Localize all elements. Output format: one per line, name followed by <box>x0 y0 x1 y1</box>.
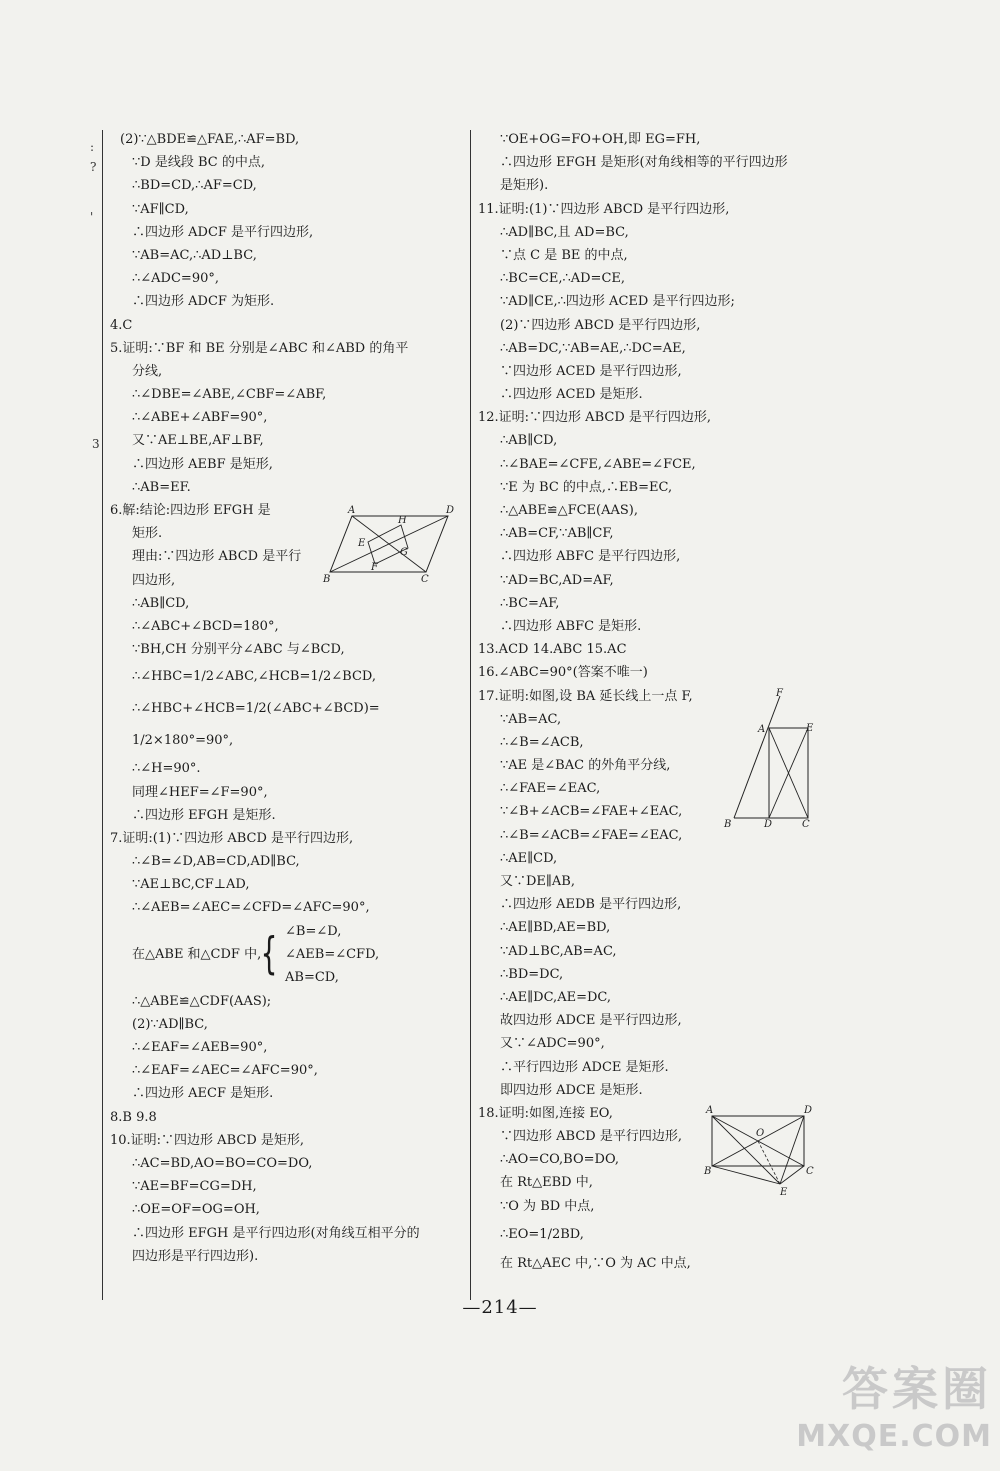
answer-line: 8.B 9.8 <box>110 1109 157 1125</box>
answer-line: 16.∠ABC=90°(答案不唯一) <box>478 665 648 681</box>
answer-line: ∴∠BAE=∠CFE,∠ABE=∠FCE, <box>500 456 696 472</box>
answer-line: 13.ACD 14.ABC 15.AC <box>478 642 627 658</box>
answer-line: ∴AO=CO,BO=DO, <box>500 1152 619 1168</box>
answer-line: 分线, <box>132 363 163 379</box>
diagram-label: A <box>758 724 766 735</box>
diagram-label: C <box>802 819 810 830</box>
diagram-label: C <box>806 1166 814 1177</box>
diagram-label: E <box>806 723 814 734</box>
answer-line: 是矩形). <box>500 178 549 194</box>
answer-line: 18.证明:如图,连接 EO, <box>478 1105 613 1121</box>
answer-line: 同理∠HEF=∠F=90°, <box>132 784 268 800</box>
answer-line: 即四边形 ADCE 是矩形. <box>500 1082 643 1098</box>
margin-mark: 3 <box>92 437 100 451</box>
answer-line: ∵AF∥CD, <box>132 201 189 217</box>
answer-line: ∴△ABE≌△FCE(AAS), <box>500 503 639 518</box>
answer-line: ∴∠EAF=∠AEB=90°, <box>132 1040 268 1055</box>
answer-line: 在 Rt△EBD 中, <box>500 1175 593 1191</box>
answer-line: ∵O 为 BD 中点, <box>500 1198 595 1214</box>
answer-line: ∴BD=CD,∴AF=CD, <box>132 178 257 194</box>
answer-line: ∵OE+OG=FO+OH,即 EG=FH, <box>500 132 701 147</box>
answer-line: ∴OE=OF=OG=OH, <box>132 1202 260 1218</box>
answer-line: ∴四边形 ABFC 是平行四边形, <box>500 549 681 565</box>
diagram-label: B <box>323 574 331 585</box>
diagram-label: F <box>371 562 378 573</box>
margin-mark: : <box>90 140 95 154</box>
answer-line: ∵E 为 BC 的中点,∴EB=EC, <box>500 479 673 495</box>
congruence-conditions <box>110 920 460 990</box>
diagram-label: F <box>776 688 783 699</box>
answer-line: ∴∠B=∠ACB=∠FAE=∠EAC, <box>500 827 683 843</box>
answer-line: ∴四边形 EFGH 是矩形(对角线相等的平行四边形 <box>500 155 788 171</box>
answer-line: ∴四边形 ADCF 为矩形. <box>132 294 275 310</box>
answer-line: ∴AE∥BD,AE=BD, <box>500 920 611 936</box>
answer-line: ∴四边形 AECF 是矩形. <box>132 1086 274 1102</box>
answer-line: ∴四边形 ABFC 是矩形. <box>500 618 642 634</box>
answer-line: 四边形是平行四边形). <box>132 1248 259 1264</box>
diagram-label: B <box>724 819 732 830</box>
diagram-label: E <box>358 538 366 549</box>
answer-line: ∴BC=CE,∴AD=CE, <box>500 271 626 287</box>
answer-line: ∵D 是线段 BC 的中点, <box>132 155 265 171</box>
answer-line: ∵AE 是∠BAC 的外角平分线, <box>500 758 671 774</box>
left-margin-rule <box>102 130 103 1300</box>
watermark-url: MXQE.COM <box>796 1419 992 1454</box>
answer-line: ∴∠HBC=1/2∠ABC,∠HCB=1/2∠BCD, <box>132 669 377 685</box>
answer-line: 17.证明:如图,设 BA 延长线上一点 F, <box>478 688 693 704</box>
answer-line: ∴AB∥CD, <box>132 595 190 611</box>
answer-line: 在△ABE 和△CDF 中, <box>132 946 262 962</box>
diagram-label: D <box>764 819 773 830</box>
answer-line: 在 Rt△AEC 中,∵O 为 AC 中点, <box>500 1255 691 1271</box>
answer-line: ∠B=∠D, <box>285 923 342 939</box>
diagram-label: H <box>398 515 407 526</box>
margin-mark: ? <box>90 160 97 174</box>
answer-line: ∴∠EAF=∠AEC=∠AFC=90°, <box>132 1063 318 1079</box>
parallelogram-diagram-q6 <box>320 502 460 587</box>
diagram-label: O <box>756 1128 765 1139</box>
answer-line: 10.证明:∵四边形 ABCD 是矩形, <box>110 1132 305 1148</box>
diagram-label: A <box>348 505 356 516</box>
answer-line: ∴∠H=90°. <box>132 761 201 777</box>
answer-line: ∴∠DBE=∠ABE,∠CBF=∠ABF, <box>132 387 327 403</box>
answer-line: 四边形, <box>132 572 176 588</box>
answer-line: (2)∵AD∥BC, <box>132 1016 208 1032</box>
answer-line: ∴∠ABC+∠BCD=180°, <box>132 618 279 634</box>
rectangle-diagram-q17 <box>716 686 826 831</box>
answer-line: 又∵AE⊥BE,AF⊥BF, <box>132 433 264 449</box>
margin-mark: ' <box>90 210 94 224</box>
answer-line: ∴∠AEB=∠AEC=∠CFD=∠AFC=90°, <box>132 900 370 916</box>
answer-line: 理由:∵四边形 ABCD 是平行 <box>132 549 302 565</box>
answer-line: (2)∵△BDE≌△FAE,∴AF=BD, <box>120 132 300 147</box>
diagram-label: C <box>421 574 429 585</box>
answer-line: ∵AB=AC, <box>500 711 562 727</box>
brace-icon: { <box>260 927 278 979</box>
answer-line: ∴BD=DC, <box>500 966 564 982</box>
column-divider <box>470 130 471 1300</box>
answer-line: 11.证明:(1)∵四边形 ABCD 是平行四边形, <box>478 201 730 217</box>
answer-line: ∴∠ADC=90°, <box>132 271 219 287</box>
answer-line: ∴四边形 EFGH 是矩形. <box>132 807 276 823</box>
watermark-logo <box>782 1353 992 1463</box>
answer-line: ∴AB=DC,∵AB=AE,∴DC=AE, <box>500 340 686 356</box>
answer-line: ∵四边形 ACED 是平行四边形, <box>500 363 682 379</box>
answer-line: ∵点 C 是 BE 的中点, <box>500 247 628 263</box>
answer-line: ∴平行四边形 ADCE 是矩形. <box>500 1059 669 1075</box>
answer-line: ∴AB=CF,∵AB∥CF, <box>500 526 614 542</box>
answer-line: ∵AD⊥BC,AB=AC, <box>500 943 617 959</box>
answer-line: 故四边形 ADCE 是平行四边形, <box>500 1013 682 1029</box>
left-column <box>110 128 460 1268</box>
answer-line: ∴AE∥CD, <box>500 850 558 866</box>
diagram-label: G <box>400 547 408 558</box>
answer-line: ∴四边形 ACED 是矩形. <box>500 387 643 403</box>
answer-line: (2)∵四边形 ABCD 是平行四边形, <box>500 317 701 333</box>
diagram-label: E <box>780 1187 788 1197</box>
answer-line: ∴∠B=∠ACB, <box>500 734 584 750</box>
answer-line: ∴AE∥DC,AE=DC, <box>500 989 612 1005</box>
answer-line: ∵BH,CH 分别平分∠ABC 与∠BCD, <box>132 642 345 658</box>
answer-line: 6.解:结论:四边形 EFGH 是 <box>110 503 271 518</box>
answer-line: ∴∠B=∠D,AB=CD,AD∥BC, <box>132 854 300 870</box>
answer-line: ∵四边形 ABCD 是平行四边形, <box>500 1129 682 1145</box>
answer-line: 7.证明:(1)∵四边形 ABCD 是平行四边形, <box>110 830 354 846</box>
diagram-label: D <box>804 1105 813 1116</box>
parallelogram-diagram-q18 <box>700 1102 820 1197</box>
answer-line: ∴四边形 AEDB 是平行四边形, <box>500 897 682 913</box>
answer-line: 4.C <box>110 317 133 333</box>
answer-line: ∴四边形 EFGH 是平行四边形(对角线互相平分的 <box>132 1225 420 1241</box>
answer-line: 1/2×180°=90°, <box>132 733 234 749</box>
page-number: —214— <box>462 1297 538 1318</box>
answer-line: ∴四边形 AEBF 是矩形, <box>132 456 273 472</box>
answer-line: ∴∠ABE+∠ABF=90°, <box>132 410 268 426</box>
answer-line: ∵AE⊥BC,CF⊥AD, <box>132 877 250 893</box>
diagram-label: D <box>446 505 455 516</box>
answer-line: AB=CD, <box>285 969 339 985</box>
answer-line: ∴四边形 ADCF 是平行四边形, <box>132 224 314 240</box>
answer-line: ∵∠B+∠ACB=∠FAE+∠EAC, <box>500 804 683 820</box>
answer-line: 12.证明:∵四边形 ABCD 是平行四边形, <box>478 410 712 426</box>
answer-line: ∴∠FAE=∠EAC, <box>500 781 601 797</box>
answer-line: ∴EO=1/2BD, <box>500 1226 584 1242</box>
watermark-text: 答案圈 <box>842 1362 992 1416</box>
answer-line: 又∵DE∥AB, <box>500 874 575 889</box>
answer-line: ∴∠HBC+∠HCB=1/2(∠ABC+∠BCD)= <box>132 701 380 717</box>
answer-line: ∴AB=EF. <box>132 479 191 495</box>
answer-line: ∴AC=BD,AO=BO=CO=DO, <box>132 1155 313 1171</box>
diagram-label: A <box>706 1105 714 1116</box>
answer-line: ∠AEB=∠CFD, <box>285 946 380 962</box>
answer-line: ∴AD∥BC,且 AD=BC, <box>500 224 629 240</box>
answer-line: ∵AD∥CE,∴四边形 ACED 是平行四边形; <box>500 294 735 310</box>
answer-line: ∴BC=AF, <box>500 595 560 611</box>
answer-line: ∴△ABE≌△CDF(AAS); <box>132 993 272 1009</box>
answer-line: ∴AB∥CD, <box>500 433 558 449</box>
answer-line: ∵AE=BF=CG=DH, <box>132 1179 257 1195</box>
answer-line: ∵AB=AC,∴AD⊥BC, <box>132 247 257 263</box>
diagram-label: B <box>704 1166 712 1177</box>
answer-line: ∵AD=BC,AD=AF, <box>500 572 614 588</box>
answer-line: 又∵∠ADC=90°, <box>500 1036 605 1052</box>
answer-line: 矩形. <box>132 526 163 542</box>
answer-line: 5.证明:∵BF 和 BE 分别是∠ABC 和∠ABD 的角平 <box>110 340 409 356</box>
